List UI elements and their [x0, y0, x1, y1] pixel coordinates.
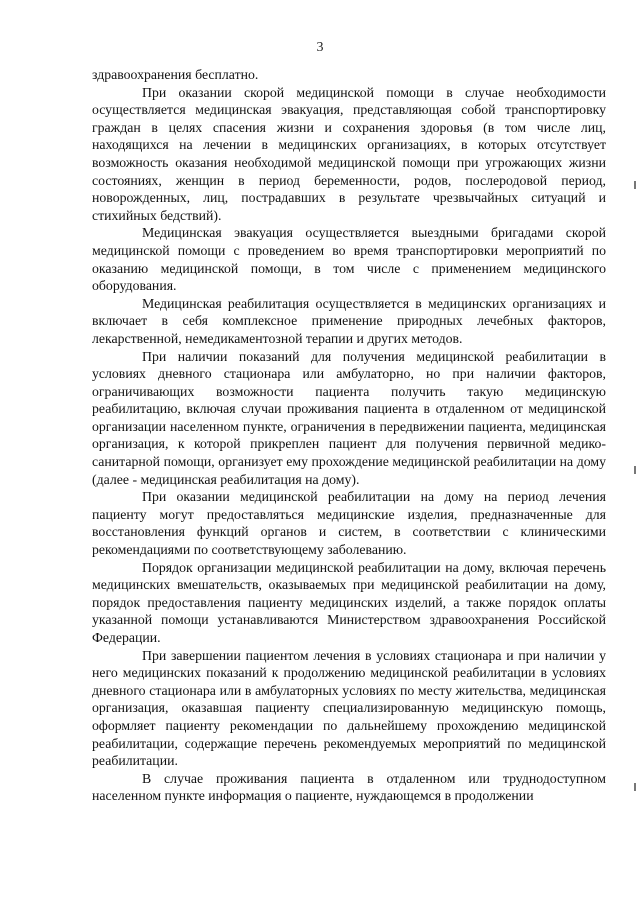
scan-margin-mark: [634, 783, 636, 791]
page-number: 3: [316, 40, 324, 55]
paragraph: При наличии показаний для получения медицинской реабилитации в условиях дневного стационара или амбулаторно, но при наличии факторов, ограничивающих возможности пациента получить такую медицинскую реабилитацию, включая случаи проживания пациента в отдаленном от медицинской организации населенном пункте, ограничения в передвижении пациента, медицинская организация, к которой прикреплен пациент для получения первичной медико-санитарной помощи, организует ему прохождение медицинской реабилитации на дому (далее - медицинская реабилитация на дому).: [92, 348, 606, 487]
paragraph: При оказании медицинской реабилитации на дому на период лечения пациенту могут предоставляться медицинские изделия, предназначенные для восстановления функций органов и систем, в соответствии с клиническими рекомендациями по соответствующему заболеванию.: [92, 489, 606, 558]
paragraph: При завершении пациентом лечения в условиях стационара и при наличии у него медицинских показаний к продолжению медицинской реабилитации в условиях дневного стационара или в амбулаторных условиях по месту жительства, медицинская организация, оказавшая пациенту специализированную медицинскую помощь, оформляет пациенту рекомендации по дальнейшему прохождению медицинской реабилитации, содержащие перечень рекомендуемых мероприятий по медицинской реабилитации.: [92, 647, 606, 769]
scan-margin-mark: [634, 181, 636, 189]
paragraph: При оказании скорой медицинской помощи в случае необходимости осуществляется медицинская эвакуация, представляющая собой транспортировку граждан в целях спасения жизни и сохранения здоровья (в том числе лиц, находящихся на лечении в медицинских организациях, в которых отсутствует возможность оказания необходимой медицинской помощи при угрожающих жизни состояниях, женщин в период беременности, родов, послеродовой период, новорожденных, лиц, пострадавших в результате чрезвычайных ситуаций и стихийных бедствий).: [92, 84, 606, 223]
scan-margin-mark: [634, 466, 636, 474]
paragraph: Медицинская реабилитация осуществляется в медицинских организациях и включает в себя комплексное применение природных лечебных факторов, лекарственной, немедикаментозной терапии и других методов.: [92, 295, 606, 346]
paragraph: здравоохранения бесплатно.: [92, 67, 259, 82]
paragraph: Медицинская эвакуация осуществляется выездными бригадами скорой медицинской помощи с проведением во время транспортировки мероприятий по оказанию медицинской помощи, в том числе с применением медицинского оборудования.: [92, 225, 606, 294]
paragraph: Порядок организации медицинской реабилитации на дому, включая перечень медицинских вмешательств, оказываемых при медицинской реабилитации на дому, порядок предоставления пациенту медицинских изделий, а также порядок оплаты указанной помощи устанавливаются Министерством здравоохранения Российской Федерации.: [92, 559, 606, 645]
paragraph: В случае проживания пациента в отдаленном или труднодоступном населенном пункте информация о пациенте, нуждающемся в продолжении: [92, 770, 606, 804]
document-body: [92, 66, 606, 805]
